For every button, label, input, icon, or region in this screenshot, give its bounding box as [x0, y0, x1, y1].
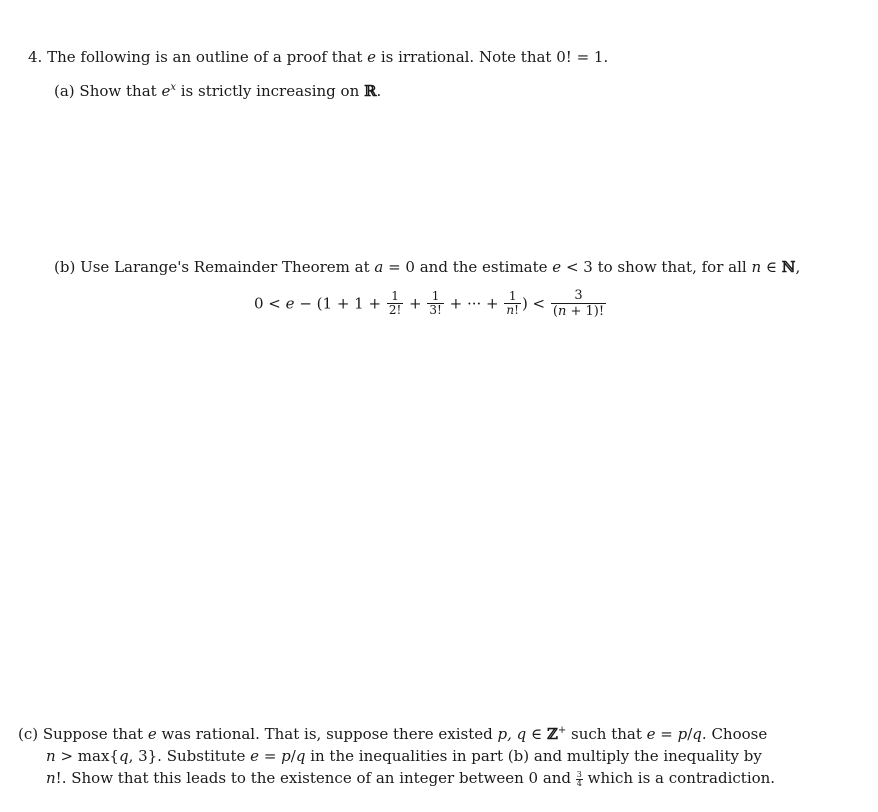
- part-a-label: (a): [54, 82, 75, 100]
- inequality-display: 0 < e − (1 + 1 + $\frac{1}{2!}$ + $\frac{1}{3!}$ + ··· + $\frac{1}{n!}$ ) < $\frac{3}{(n + 1)!}$: [254, 288, 605, 319]
- fraction-1-over-3-factorial: $\frac{1}{3!}$: [429, 289, 442, 317]
- part-b-label: (b): [54, 258, 76, 276]
- fraction-1-over-2-factorial: $\frac{1}{2!}$: [388, 289, 402, 317]
- part-c-line-1: (c) Suppose that e was rational. That is, suppose there existed p, q ∈ ℤ+ such that e = p/q. Choose: [18, 725, 768, 743]
- problem-number: 4.: [28, 48, 43, 66]
- part-b: (b) Use Larange's Remainder Theorem at a = 0 and the estimate e < 3 to show that, for all n ∈ ℕ,: [54, 258, 801, 276]
- problem-intro: 4. The following is an outline of a proof that e is irrational. Note that 0! = 1.: [28, 48, 609, 66]
- part-c-line-2: n > max{q, 3}. Substitute e = p/q in the inequalities in part (b) and multiply the inequality by: [46, 747, 762, 765]
- part-c-label: (c): [18, 725, 39, 743]
- part-a: (a) Show that $e^x$ is strictly increasing on ℝ.: [54, 82, 382, 100]
- fraction-three-quarters: $\frac{3}{4}$: [576, 769, 582, 788]
- fraction-1-over-n-factorial: $\frac{1}{n!}$: [506, 289, 519, 317]
- part-c-line-3: n!. Show that this leads to the existence of an integer between 0 and $\frac{3}{4}$ which is a contradiction.: [46, 769, 776, 788]
- fraction-3-over-n-plus-1-factorial: $\frac{3}{(n + 1)!}$: [552, 288, 605, 319]
